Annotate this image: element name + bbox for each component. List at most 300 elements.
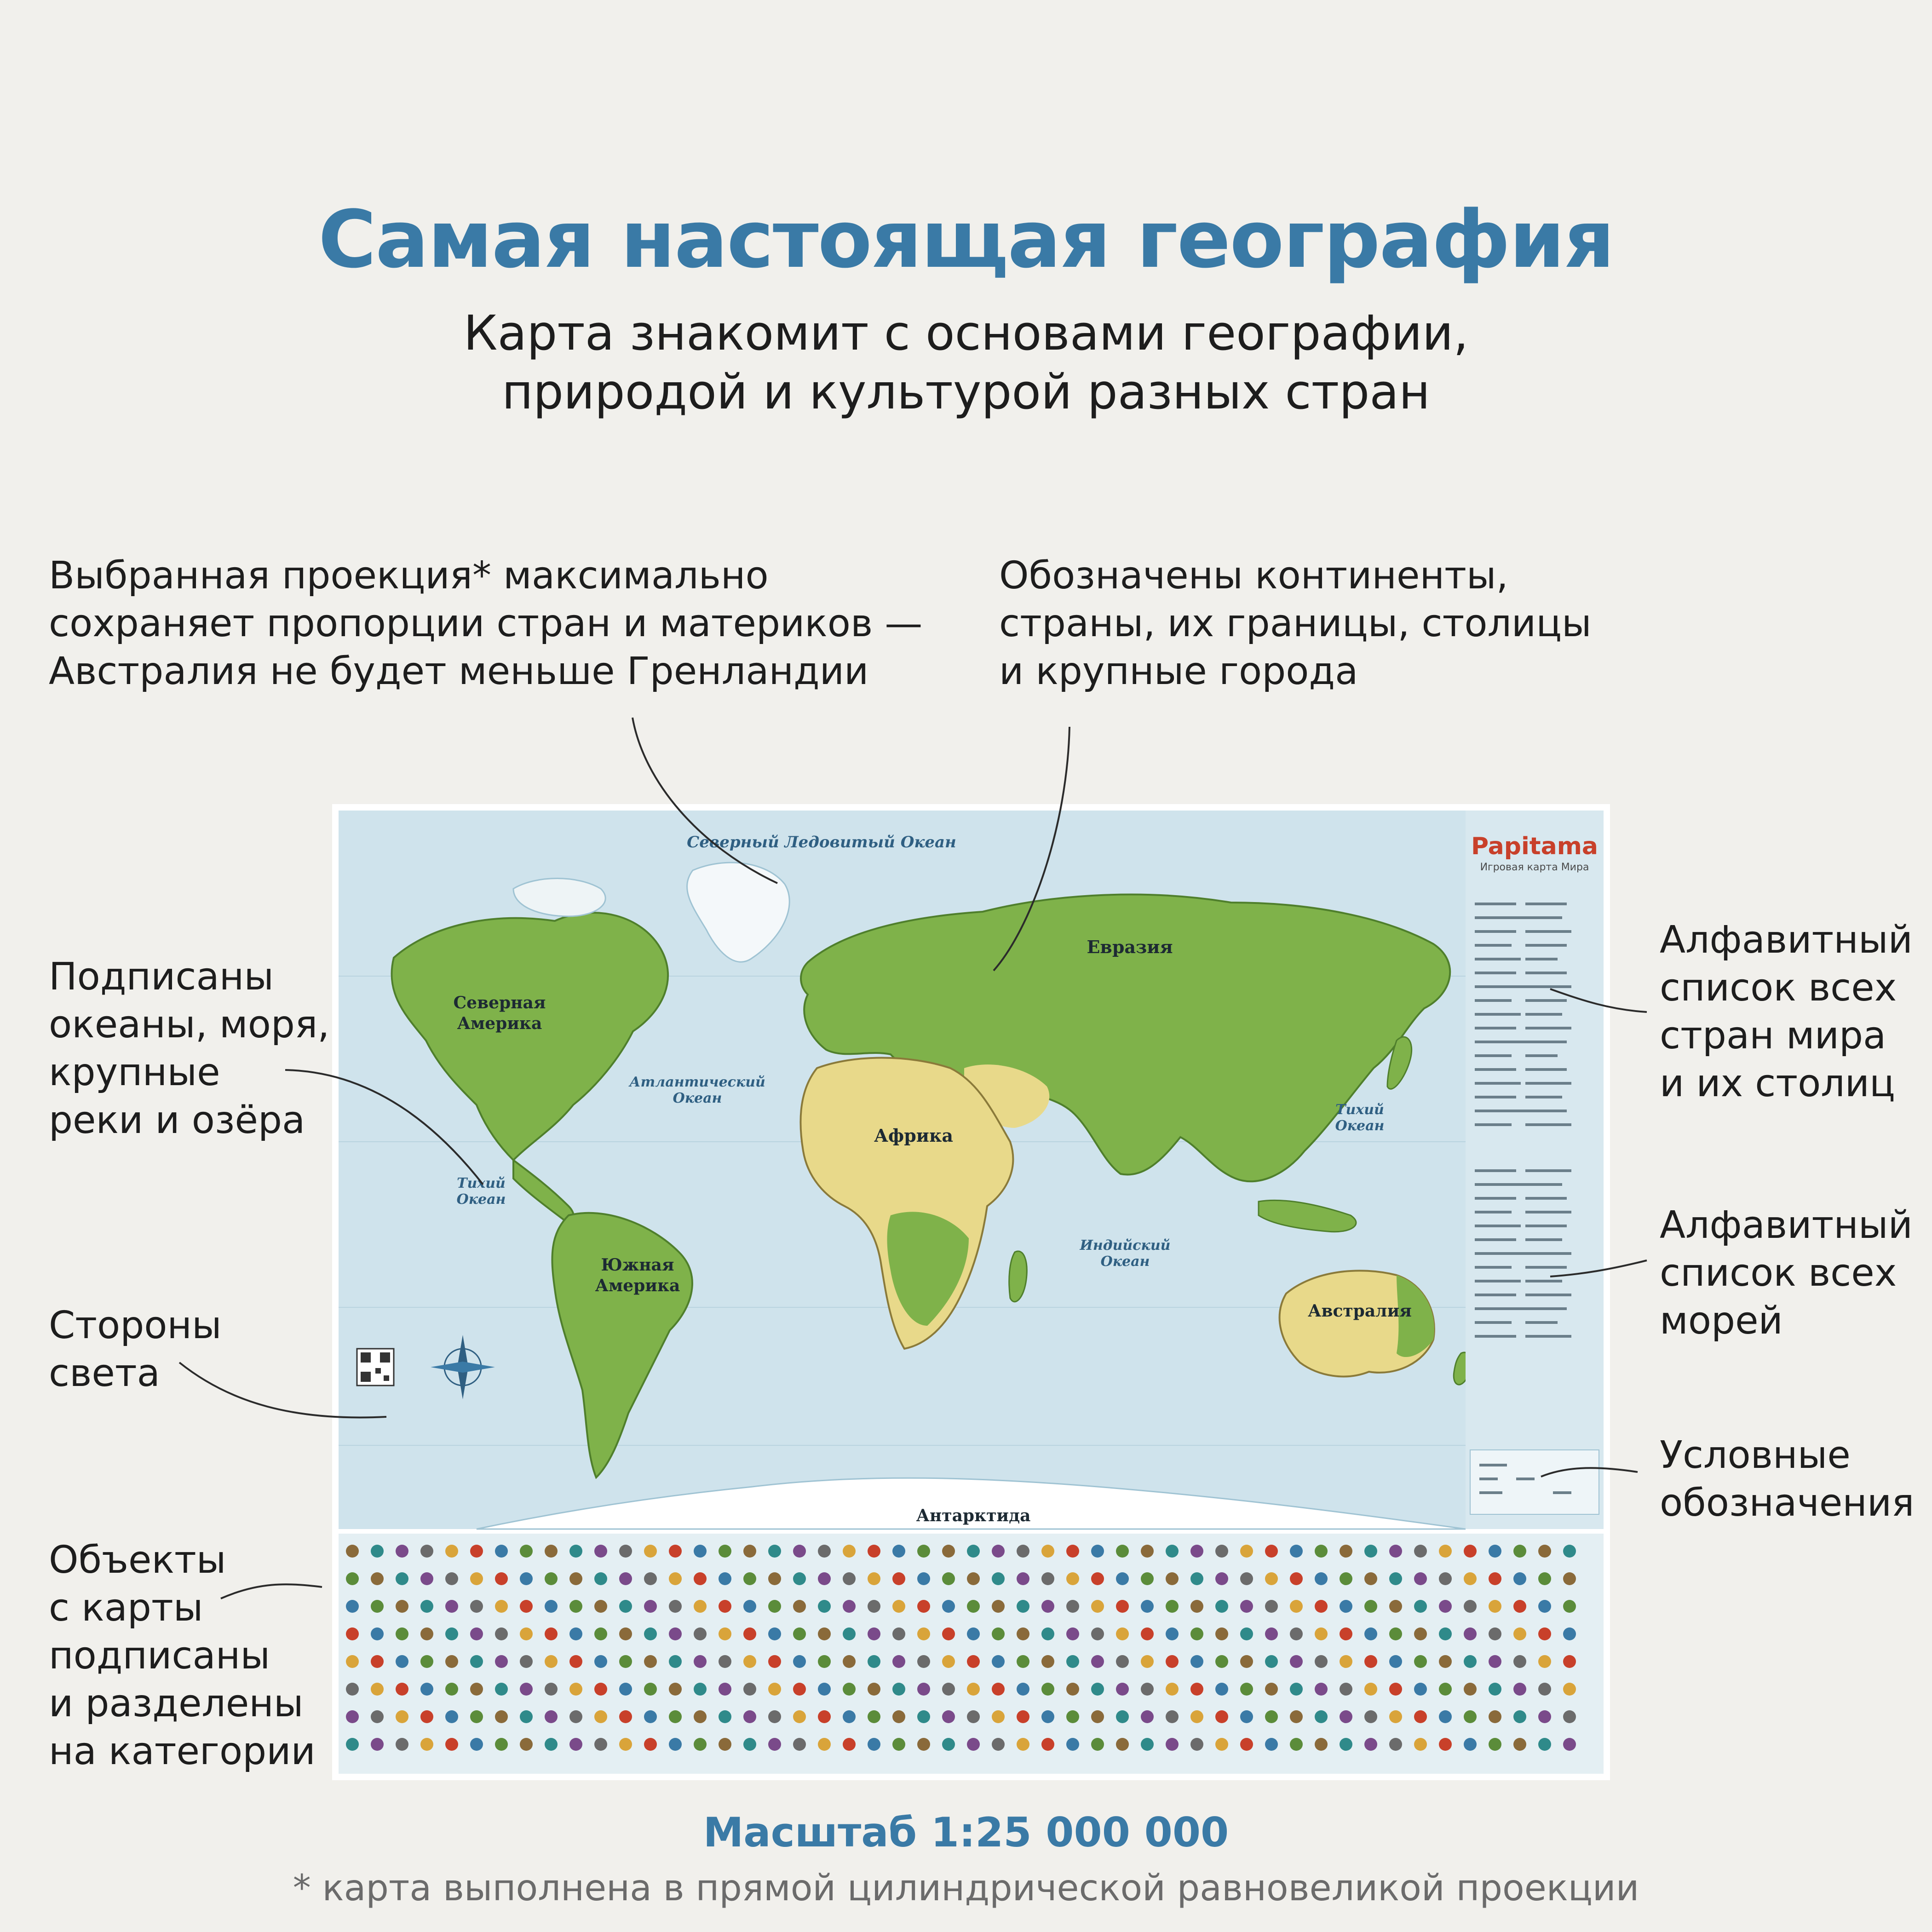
category-object-icon (942, 1710, 955, 1723)
category-object-icon (892, 1572, 905, 1585)
category-object-icon (1166, 1738, 1179, 1751)
subtitle-line: природой и культурой разных стран (502, 364, 1430, 420)
callout-categories (49, 1536, 316, 1776)
label-africa: Африка (874, 1125, 954, 1146)
category-object-icon (420, 1627, 433, 1640)
category-object-icon (396, 1683, 408, 1696)
label-north-america-2: Америка (457, 1014, 542, 1033)
category-object-icon (495, 1572, 508, 1585)
category-object-icon (594, 1710, 607, 1723)
category-object-icon (594, 1683, 607, 1696)
callout-line: Австралия не будет меньше Гренландии (49, 650, 869, 693)
category-object-icon (1141, 1683, 1154, 1696)
category-object-icon (594, 1572, 607, 1585)
category-object-icon (1513, 1627, 1526, 1640)
category-object-icon (594, 1655, 607, 1668)
category-object-icon (1041, 1655, 1054, 1668)
category-object-icon (1538, 1710, 1551, 1723)
category-object-icon (992, 1655, 1005, 1668)
category-object-icon (1538, 1655, 1551, 1668)
category-object-icon (470, 1600, 483, 1613)
category-object-icon (569, 1710, 582, 1723)
category-object-icon (768, 1627, 781, 1640)
category-object-icon (719, 1683, 731, 1696)
category-object-icon (1265, 1572, 1278, 1585)
category-object-icon (445, 1600, 458, 1613)
category-object-icon (917, 1710, 930, 1723)
category-object-icon (1538, 1683, 1551, 1696)
category-object-icon (1066, 1627, 1079, 1640)
category-object-icon (992, 1627, 1005, 1640)
category-object-icon (1464, 1710, 1477, 1723)
category-object-icon (1066, 1738, 1079, 1751)
category-object-icon (1439, 1738, 1452, 1751)
category-object-icon (1017, 1655, 1029, 1668)
category-object-icon (1116, 1710, 1129, 1723)
category-object-icon (818, 1600, 831, 1613)
category-object-icon (1265, 1545, 1278, 1558)
category-object-icon (669, 1710, 682, 1723)
category-object-icon (495, 1600, 508, 1613)
category-object-icon (1116, 1572, 1129, 1585)
category-object-icon (1265, 1627, 1278, 1640)
category-object-icon (818, 1655, 831, 1668)
category-object-icon (1389, 1710, 1402, 1723)
category-object-icon (644, 1600, 657, 1613)
callout-line: Объекты (49, 1538, 226, 1582)
category-object-icon (371, 1655, 384, 1668)
category-object-icon (818, 1738, 831, 1751)
category-object-icon (1538, 1572, 1551, 1585)
category-object-icon (1116, 1738, 1129, 1751)
callout-line: список всех (1660, 1251, 1897, 1295)
callout-line: Условные (1660, 1433, 1851, 1477)
category-object-icon (420, 1683, 433, 1696)
label-atlantic-ocean: Атлантический (629, 1074, 765, 1090)
category-object-icon (569, 1683, 582, 1696)
category-object-icon (470, 1627, 483, 1640)
category-object-icon (1141, 1627, 1154, 1640)
category-object-icon (1414, 1738, 1427, 1751)
category-object-icon (1489, 1738, 1501, 1751)
category-object-icon (619, 1600, 632, 1613)
page-subtitle (0, 304, 1932, 421)
category-object-icon (346, 1683, 359, 1696)
category-object-icon (843, 1600, 856, 1613)
category-object-icon (420, 1572, 433, 1585)
category-object-icon (1364, 1572, 1377, 1585)
category-object-icon (569, 1627, 582, 1640)
category-object-icon (694, 1572, 707, 1585)
category-object-icon (868, 1655, 880, 1668)
category-object-icon (1265, 1710, 1278, 1723)
page-title: Самая настоящая география (318, 193, 1614, 286)
category-object-icon (818, 1627, 831, 1640)
category-object-icon (1141, 1710, 1154, 1723)
category-object-icon (1066, 1545, 1079, 1558)
category-object-icon (1240, 1710, 1253, 1723)
category-object-icon (1315, 1683, 1328, 1696)
category-object-icon (1215, 1738, 1228, 1751)
category-object-icon (371, 1600, 384, 1613)
category-object-icon (1464, 1600, 1477, 1613)
category-object-icon (1141, 1655, 1154, 1668)
category-object-icon (1489, 1600, 1501, 1613)
category-object-icon (1066, 1710, 1079, 1723)
category-object-icon (917, 1627, 930, 1640)
category-object-icon (420, 1600, 433, 1613)
category-object-icon (793, 1600, 806, 1613)
label-pacific-ocean-west: Тихий (1335, 1102, 1384, 1118)
subtitle-line: Карта знакомит с основами географии, (463, 305, 1469, 361)
category-object-icon (719, 1572, 731, 1585)
callout-line: Алфавитный (1660, 918, 1913, 962)
callout-line: список всех (1660, 966, 1897, 1010)
category-object-icon (346, 1600, 359, 1613)
category-object-icon (917, 1683, 930, 1696)
category-object-icon (445, 1545, 458, 1558)
category-object-icon (768, 1738, 781, 1751)
category-object-icon (768, 1600, 781, 1613)
category-object-icon (694, 1683, 707, 1696)
category-object-icon (992, 1738, 1005, 1751)
category-object-icon (1414, 1545, 1427, 1558)
category-object-icon (1538, 1545, 1551, 1558)
category-object-icon (1414, 1600, 1427, 1613)
category-object-icon (545, 1710, 558, 1723)
callout-line: и их столиц (1660, 1062, 1895, 1105)
category-object-icon (1190, 1600, 1203, 1613)
category-object-icon (346, 1710, 359, 1723)
categories-band (339, 1534, 1604, 1774)
category-object-icon (1017, 1545, 1029, 1558)
category-object-icon (1464, 1627, 1477, 1640)
callout-line: и крупные города (999, 650, 1358, 693)
category-object-icon (545, 1683, 558, 1696)
category-object-icon (967, 1655, 980, 1668)
category-object-icon (1563, 1655, 1576, 1668)
category-object-icon (1215, 1572, 1228, 1585)
category-object-icon (1141, 1545, 1154, 1558)
label-eurasia: Евразия (1087, 937, 1173, 957)
category-object-icon (1017, 1738, 1029, 1751)
category-object-icon (470, 1545, 483, 1558)
category-object-icon (1563, 1627, 1576, 1640)
category-object-icon (1116, 1627, 1129, 1640)
category-object-icon (1513, 1738, 1526, 1751)
callout-line: с карты (49, 1586, 203, 1630)
callout-line: обозначения (1660, 1481, 1915, 1525)
category-object-icon (868, 1738, 880, 1751)
category-object-icon (371, 1545, 384, 1558)
category-object-icon (420, 1545, 433, 1558)
category-object-icon (719, 1545, 731, 1558)
category-object-icon (1340, 1683, 1352, 1696)
category-object-icon (843, 1683, 856, 1696)
category-object-icon (346, 1627, 359, 1640)
category-object-icon (793, 1572, 806, 1585)
category-object-icon (1290, 1655, 1303, 1668)
category-object-icon (1364, 1627, 1377, 1640)
category-object-icon (868, 1710, 880, 1723)
category-object-icon (694, 1627, 707, 1640)
category-object-icon (868, 1683, 880, 1696)
category-object-icon (1340, 1710, 1352, 1723)
category-object-icon (694, 1600, 707, 1613)
category-object-icon (1290, 1600, 1303, 1613)
category-object-icon (967, 1545, 980, 1558)
category-object-icon (1066, 1655, 1079, 1668)
category-object-icon (569, 1600, 582, 1613)
category-object-icon (1364, 1683, 1377, 1696)
category-object-icon (1190, 1710, 1203, 1723)
category-object-icon (1563, 1738, 1576, 1751)
category-object-icon (1066, 1572, 1079, 1585)
category-object-icon (520, 1683, 533, 1696)
category-object-icon (1041, 1738, 1054, 1751)
category-object-icon (1364, 1545, 1377, 1558)
category-object-icon (346, 1655, 359, 1668)
category-object-icon (1563, 1572, 1576, 1585)
category-object-icon (644, 1627, 657, 1640)
callout-line: Стороны (49, 1304, 222, 1347)
category-object-icon (1315, 1710, 1328, 1723)
category-object-icon (1166, 1572, 1179, 1585)
category-object-icon (992, 1683, 1005, 1696)
category-object-icon (1166, 1627, 1179, 1640)
category-object-icon (992, 1572, 1005, 1585)
category-object-icon (942, 1683, 955, 1696)
category-object-icon (1215, 1545, 1228, 1558)
label-pacific-ocean-east-2: Океан (456, 1191, 506, 1208)
category-object-icon (569, 1545, 582, 1558)
category-object-icon (1290, 1545, 1303, 1558)
category-object-icon (669, 1738, 682, 1751)
category-object-icon (1340, 1627, 1352, 1640)
category-object-icon (1389, 1545, 1402, 1558)
category-object-icon (396, 1572, 408, 1585)
category-object-icon (520, 1627, 533, 1640)
category-object-icon (371, 1738, 384, 1751)
category-object-icon (520, 1545, 533, 1558)
category-object-icon (1489, 1627, 1501, 1640)
category-object-icon (470, 1655, 483, 1668)
category-object-icon (594, 1738, 607, 1751)
category-object-icon (1141, 1572, 1154, 1585)
callout-line: стран мира (1660, 1014, 1886, 1058)
category-object-icon (1563, 1683, 1576, 1696)
category-object-icon (793, 1683, 806, 1696)
category-object-icon (569, 1738, 582, 1751)
category-object-icon (470, 1683, 483, 1696)
category-object-icon (1091, 1627, 1104, 1640)
category-object-icon (892, 1738, 905, 1751)
category-object-icon (1513, 1683, 1526, 1696)
category-object-icon (594, 1600, 607, 1613)
category-object-icon (445, 1655, 458, 1668)
category-object-icon (1513, 1710, 1526, 1723)
category-object-icon (1439, 1710, 1452, 1723)
category-object-icon (793, 1627, 806, 1640)
category-object-icon (1041, 1600, 1054, 1613)
category-object-icon (1340, 1572, 1352, 1585)
category-object-icon (1041, 1572, 1054, 1585)
category-object-icon (420, 1655, 433, 1668)
category-object-icon (1017, 1572, 1029, 1585)
category-object-icon (892, 1655, 905, 1668)
category-object-icon (396, 1655, 408, 1668)
label-arctic-ocean: Северный Ледовитый Океан (687, 833, 956, 851)
brand-subtitle: Игровая карта Мира (1480, 862, 1589, 873)
category-object-icon (495, 1545, 508, 1558)
category-object-icon (818, 1545, 831, 1558)
category-object-icon (1340, 1738, 1352, 1751)
category-object-icon (1066, 1600, 1079, 1613)
category-object-icon (967, 1710, 980, 1723)
category-object-icon (545, 1572, 558, 1585)
projection-footnote: * карта выполнена в прямой цилиндрической равновеликой проекции (293, 1868, 1639, 1909)
category-object-icon (1364, 1655, 1377, 1668)
category-object-icon (868, 1627, 880, 1640)
category-object-icon (743, 1572, 756, 1585)
category-object-icon (1563, 1545, 1576, 1558)
category-object-icon (1315, 1545, 1328, 1558)
category-object-icon (545, 1545, 558, 1558)
category-object-icon (1513, 1600, 1526, 1613)
category-object-icon (1315, 1572, 1328, 1585)
category-object-icon (892, 1627, 905, 1640)
category-object-icon (1464, 1545, 1477, 1558)
category-object-icon (1091, 1545, 1104, 1558)
category-object-icon (669, 1655, 682, 1668)
category-object-icon (892, 1710, 905, 1723)
category-object-icon (619, 1627, 632, 1640)
category-object-icon (520, 1738, 533, 1751)
callout-line: крупные (49, 1051, 220, 1094)
category-object-icon (1091, 1683, 1104, 1696)
category-object-icon (520, 1600, 533, 1613)
category-object-icon (371, 1683, 384, 1696)
category-object-icon (1489, 1683, 1501, 1696)
category-object-icon (1439, 1627, 1452, 1640)
category-object-icon (619, 1710, 632, 1723)
callout-line: Подписаны (49, 955, 274, 999)
category-object-icon (719, 1627, 731, 1640)
category-object-icon (1240, 1655, 1253, 1668)
category-object-icon (545, 1738, 558, 1751)
callout-line: океаны, моря, (49, 1003, 330, 1046)
category-object-icon (1340, 1545, 1352, 1558)
category-object-icon (743, 1655, 756, 1668)
category-object-icon (520, 1655, 533, 1668)
category-object-icon (694, 1655, 707, 1668)
category-object-icon (495, 1655, 508, 1668)
category-object-icon (818, 1683, 831, 1696)
category-object-icon (694, 1738, 707, 1751)
category-object-icon (1017, 1710, 1029, 1723)
category-object-icon (1389, 1627, 1402, 1640)
category-object-icon (1240, 1627, 1253, 1640)
category-object-icon (917, 1545, 930, 1558)
category-object-icon (768, 1683, 781, 1696)
category-object-icon (396, 1738, 408, 1751)
category-object-icon (768, 1572, 781, 1585)
category-object-icon (569, 1572, 582, 1585)
callout-projection (49, 552, 922, 696)
category-object-icon (1215, 1627, 1228, 1640)
category-object-icon (942, 1572, 955, 1585)
category-object-icon (768, 1710, 781, 1723)
category-object-icon (942, 1627, 955, 1640)
map-scale: Масштаб 1:25 000 000 (703, 1809, 1229, 1856)
category-object-icon (1290, 1710, 1303, 1723)
category-object-icon (669, 1600, 682, 1613)
category-object-icon (1439, 1545, 1452, 1558)
category-object-icon (892, 1600, 905, 1613)
category-object-icon (1439, 1655, 1452, 1668)
category-object-icon (1116, 1545, 1129, 1558)
category-object-icon (495, 1738, 508, 1751)
category-object-icon (1364, 1600, 1377, 1613)
category-object-icon (942, 1600, 955, 1613)
category-object-icon (1116, 1655, 1129, 1668)
category-object-icon (1215, 1655, 1228, 1668)
category-object-icon (644, 1710, 657, 1723)
label-south-america: Южная (601, 1255, 674, 1275)
category-object-icon (1290, 1683, 1303, 1696)
category-object-icon (1464, 1655, 1477, 1668)
category-object-icon (743, 1683, 756, 1696)
callout-line: страны, их границы, столицы (999, 602, 1592, 645)
category-object-icon (992, 1600, 1005, 1613)
label-pacific-ocean-west-2: Океан (1335, 1118, 1385, 1134)
category-object-icon (1340, 1655, 1352, 1668)
category-object-icon (1513, 1655, 1526, 1668)
category-object-icon (1091, 1738, 1104, 1751)
category-object-icon (1414, 1572, 1427, 1585)
category-object-icon (1116, 1683, 1129, 1696)
category-object-icon (1489, 1545, 1501, 1558)
category-object-icon (371, 1627, 384, 1640)
label-south-america-2: Америка (595, 1276, 680, 1295)
category-object-icon (694, 1710, 707, 1723)
category-object-icon (967, 1572, 980, 1585)
label-north-america: Северная (453, 993, 546, 1012)
category-object-icon (868, 1545, 880, 1558)
label-pacific-ocean-east: Тихий (457, 1175, 506, 1191)
category-object-icon (843, 1545, 856, 1558)
brand-logo: Papitama (1471, 833, 1598, 860)
category-object-icon (644, 1738, 657, 1751)
category-object-icon (1091, 1710, 1104, 1723)
category-object-icon (942, 1738, 955, 1751)
category-object-icon (669, 1627, 682, 1640)
category-object-icon (1190, 1572, 1203, 1585)
category-object-icon (1190, 1738, 1203, 1751)
category-object-icon (445, 1683, 458, 1696)
category-object-icon (1439, 1572, 1452, 1585)
category-object-icon (495, 1710, 508, 1723)
category-object-icon (1414, 1710, 1427, 1723)
label-indian-ocean-2: Океан (1100, 1254, 1150, 1270)
category-object-icon (917, 1738, 930, 1751)
category-object-icon (520, 1572, 533, 1585)
category-object-icon (1166, 1710, 1179, 1723)
category-object-icon (1166, 1655, 1179, 1668)
category-object-icon (495, 1683, 508, 1696)
category-object-icon (1041, 1545, 1054, 1558)
category-object-icon (1389, 1683, 1402, 1696)
